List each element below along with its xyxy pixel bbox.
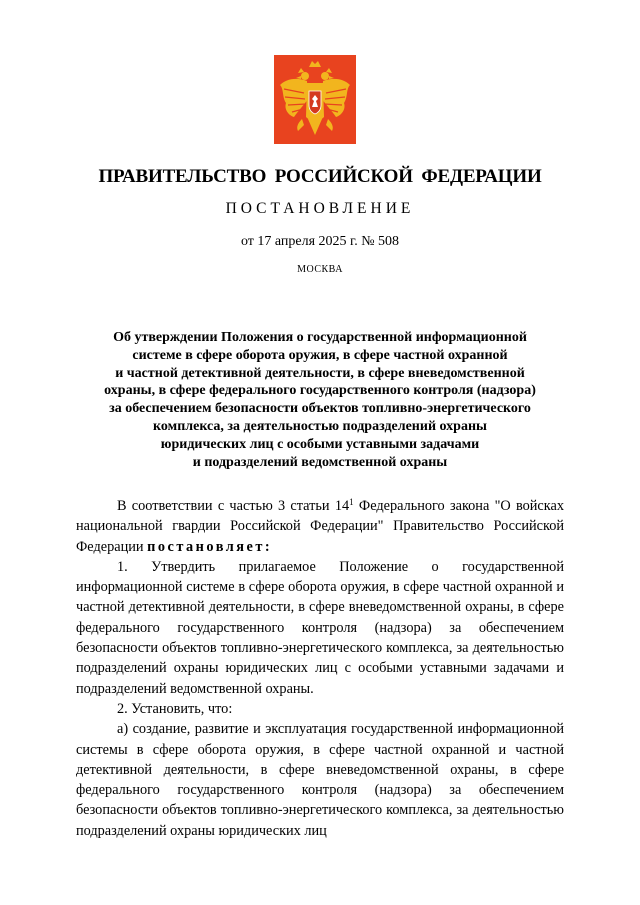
- preamble-text: В соответствии с частью 3 статьи 14: [117, 498, 350, 514]
- decree-word: постановляет:: [147, 538, 273, 555]
- russian-coat-of-arms-icon: [274, 55, 356, 144]
- subject-line: и частной детективной деятельности, в сфере вневедомственной: [115, 365, 525, 381]
- paragraph-item-2: 2. Установить, что:: [117, 700, 233, 717]
- subject-line: и подразделений ведомственной охраны: [192, 454, 448, 470]
- subject-line: системе в сфере оборота оружия, в сфере частной охранной: [132, 347, 508, 363]
- document-type: ПОСТАНОВЛЕНИЕ: [225, 200, 415, 217]
- document-city: МОСКВА: [297, 264, 343, 275]
- subject-line: за обеспечением безопасности объектов топливно-энергетического: [109, 401, 531, 417]
- paragraph-item-1: 1. Утвердить прилагаемое Положение о государственной информационной системе в сфере оборота оружия, в сфере частной охранной и частной детективной деятельности, в сфере вневедомственной охраны, в сфере федерального государственного контроля (надзора) за обеспечением безопасности объектов топливно-энергетического комплекса, за деятельностью подразделений охраны юридических лиц с особыми уставными задачами и подразделений ведомственной охраны.: [76, 558, 564, 697]
- paragraph-preamble: [76, 496, 564, 557]
- preamble-text-cont: Федерального закона "О войсках национальной гвардии Российской Федерации" Правительство Российской Федерации: [76, 498, 564, 555]
- paragraph-item-2a: а) создание, развитие и эксплуатация государственной информационной системы в сфере оборота оружия, в сфере частной охранной и частной детективной деятельности, в сфере вневедомственной охраны, в сфере федерального государственного контроля (надзора) за обеспечением безопасности объектов топливно-энергетического комплекса, за деятельностью подразделений охраны юридических лиц: [76, 721, 564, 839]
- subject-line: комплекса, за деятельностью подразделений охраны: [153, 418, 487, 434]
- document-date-number: от 17 апреля 2025 г. № 508: [240, 234, 400, 249]
- document-subject: [60, 329, 580, 471]
- subject-line: охраны, в сфере федерального государственного контроля (надзора): [104, 383, 536, 399]
- document-body: [76, 496, 564, 841]
- subject-line: Об утверждении Положения о государственной информационной: [113, 330, 527, 345]
- article-superscript: 1: [349, 497, 354, 507]
- government-title: ПРАВИТЕЛЬСТВО РОССИЙСКОЙ ФЕДЕРАЦИИ: [98, 166, 542, 187]
- subject-line: юридических лиц с особыми уставными задачами: [160, 436, 480, 452]
